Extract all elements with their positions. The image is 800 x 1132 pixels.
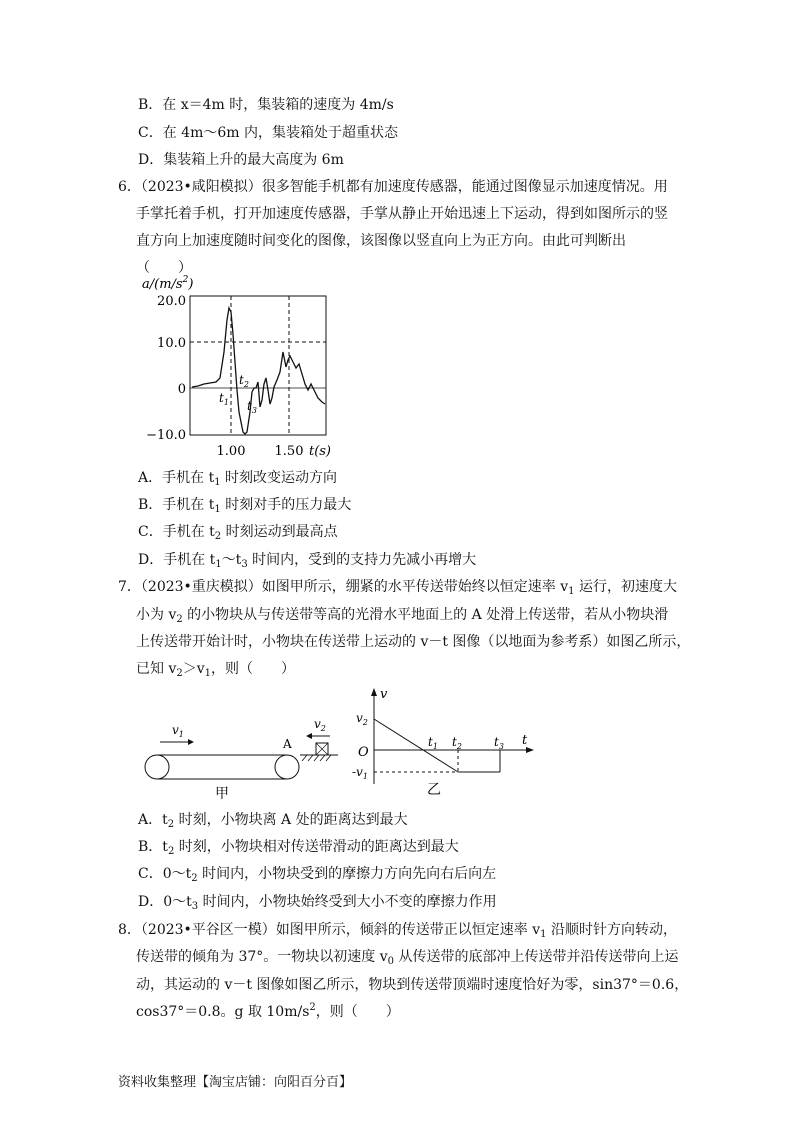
q7-jia-v1-label: $v_1$ [172,723,184,739]
q7-figure-jia [138,712,348,802]
q7-jia-left-roller [145,755,169,779]
q6-option-d: D．手机在 $t_1\sim t_3$ 时间内，受到的支持力先减小再增大 [138,552,477,570]
q5-option-c: C．在 4m～6m 内，集装箱处于超重状态 [138,125,398,141]
q7-jia-point-a: A [283,737,292,751]
q7-stem-line1: 7．（2023•重庆模拟）如图甲所示，绷紧的水平传送带始终以恒定速率 $v_1$ 运行，初速度大 [118,579,677,597]
q6-stem-line3: 直方向上加速度随时间变化的图像，该图像以竖直向上为正方向。由此可判断出 [136,233,626,249]
q7-jia-hatch [326,755,331,761]
q6-y-tick-0: 0 [177,382,186,397]
q7-yi-t-label: t [522,733,528,748]
q7-stem-line2: 小为 $v_2$ 的小物块从与传送带等高的光滑水平地面上的 A 处滑上传送带，若从小物块滑 [136,607,669,625]
q8-number: 8． [118,922,141,938]
q7-stem-line3: 上传送带开始计时，小物块在传送带上运动的 v－t 图像（以地面为参考系）如图乙所示， [136,634,691,650]
q7-yi-caption: 乙 [427,782,441,796]
q7-option-b: B．$t_2$ 时刻，小物块相对传送带滑动的距离达到最大 [138,839,459,857]
q7-jia-hatch [308,755,313,761]
q6-plot-frame [190,296,326,435]
q7-jia-caption: 甲 [215,786,229,802]
q6-y-tick-20: 20.0 [157,294,186,309]
q8-stem-line2: 传送带的倾角为 37°。一物块以初速度 $v_0$ 从传送带的底部冲上传送带并沿传送带向上运 [136,949,679,967]
q7-jia-hatch [314,755,319,761]
q5-option-b: B．在 x＝4m 时，集装箱的速度为 4m/s [138,97,394,113]
q6-x-tick-1: 1.00 [216,444,246,459]
q7-option-a: A．$t_2$ 时刻，小物块离 A 处的距离达到最大 [138,812,408,830]
q8-stem-line3: 动，其运动的 v－t 图像如图乙所示，物块到传送带顶端时速度恰好为零，sin37°＝0.6， [136,977,689,993]
q7-jia-hatch [320,755,325,761]
q7-jia-v1-arrowhead [188,739,194,745]
q7-yi-neg-v1-label: $-v_1$ [352,765,368,781]
q7-yi-v2-label: $v_2$ [356,711,368,727]
q7-yi-t3-label: $t_3$ [494,735,504,751]
q6-y-tick-10: 10.0 [157,336,186,351]
q6-stem-line2: 手掌托着手机，打开加速度传感器，手掌从静止开始迅速上下运动，得到如图所示的竖 [136,206,668,222]
q7-jia-v2-label: $v_2$ [314,717,326,733]
q7-yi-graph-decel [374,719,458,772]
q7-jia-hatch [302,755,307,761]
q6-option-a: A．手机在 $t_1$ 时刻改变运动方向 [138,470,338,488]
q6-marker-t3: $t_3$ [247,399,257,415]
q6-answer-bracket: （ ） [136,260,192,276]
q6-option-c: C．手机在 $t_2$ 时刻运动到最高点 [138,524,338,542]
page-footer: 资料收集整理【淘宝店铺：向阳百分百】 [118,1075,353,1090]
q7-stem-line4: 已知 $v_2>v_1$，则（ ） [136,661,296,679]
q6-marker-t1: $t_1$ [219,391,229,407]
q7-yi-origin: O [358,745,369,760]
q6-stem-line1: 6．（2023•咸阳模拟）很多智能手机都有加速度传感器，能通过图像显示加速度情况。用 [118,179,668,195]
q6-x-tick-2: 1.50 [274,444,304,459]
q6-y-axis-label: $a/(m/s^2)$ [142,275,194,292]
q7-figure-yi [350,686,540,796]
q6-y-tick-neg10: −10.0 [146,428,186,443]
q7-yi-t1-label: $t_1$ [428,735,438,751]
q8-stem-line1: 8．（2023•平谷区一模）如图甲所示，倾斜的传送带正以恒定速率 $v_1$ 沿顺时针方向转动， [118,922,677,940]
q7-yi-t2-label: $t_2$ [452,735,462,751]
q7-yi-v-label: v [380,687,388,702]
q6-marker-t2: $t_2$ [239,373,249,389]
q7-option-c: C．$0\sim t_2$ 时间内，小物块受到的摩擦力方向先向右后向左 [138,866,497,884]
q7-jia-right-roller [275,755,299,779]
q6-acceleration-curve [192,308,325,434]
q8-stem-line4: cos37°＝0.8。g 取 $10m/s^2$，则（ ） [136,1002,400,1020]
q6-x-axis-label: t(s) [308,444,332,459]
q7-option-d: D．$0\sim t_3$ 时间内，小物块始终受到大小不变的摩擦力作用 [138,894,497,912]
q7-jia-v2-arrowhead [306,733,312,739]
q6-acceleration-graph [140,272,340,460]
q6-number: 6． [118,179,141,195]
q5-option-d: D．集装箱上升的最大高度为 6m [138,152,344,168]
q6-option-b: B．手机在 $t_1$ 时刻对手的压力最大 [138,497,352,515]
q7-number: 7． [118,579,141,595]
